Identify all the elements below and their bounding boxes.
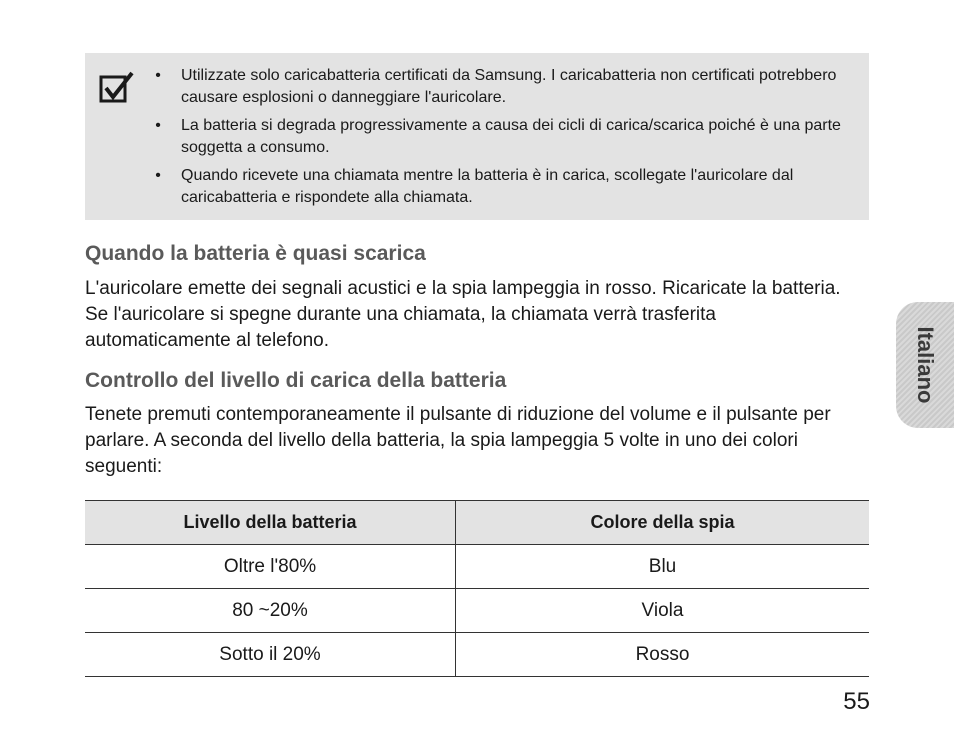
- section-body-battery-level: Tenete premuti contemporaneamente il pulsante di riduzione del volume e il pulsante per parlare. A seconda del livello della batteria, la spia lampeggia 5 volte in uno dei colori seguenti:: [85, 404, 831, 477]
- note-item: [153, 165, 863, 209]
- table-row: [85, 633, 869, 677]
- section-heading-low-battery: Quando la batteria è quasi scarica: [85, 242, 426, 265]
- checkbox-check-icon: [99, 71, 135, 105]
- table-cell-level: Sotto il 20%: [85, 633, 456, 677]
- section-body-low-battery: L'auricolare emette dei segnali acustici e la spia lampeggia in rosso. Ricaricate la batteria. Se l'auricolare si spegne durante una chiamata, la chiamata verrà trasferita automaticamente al telefono.: [85, 278, 841, 351]
- table-header-color: Colore della spia: [456, 501, 870, 545]
- note-text: Utilizzate solo caricabatteria certificati da Samsung. I caricabatteria non certificati potrebbero causare esplosioni o danneggiare l'auricolare.: [181, 67, 837, 106]
- note-text: La batteria si degrada progressivamente a causa dei cicli di carica/scarica poiché è una parte soggetta a consumo.: [181, 117, 841, 156]
- table-row: [85, 589, 869, 633]
- bullet: •: [155, 67, 161, 84]
- section-heading-battery-level: Controllo del livello di carica della batteria: [85, 369, 507, 392]
- table-cell-level: Oltre l'80%: [85, 545, 456, 589]
- bullet: •: [155, 117, 161, 134]
- note-text: Quando ricevete una chiamata mentre la batteria è in carica, scollegate l'auricolare dal caricabatteria e rispondete alla chiamata.: [181, 167, 794, 206]
- table-cell-level: 80 ~20%: [85, 589, 456, 633]
- table-row: [85, 545, 869, 589]
- table-cell-color: Rosso: [456, 633, 870, 677]
- table-header-level: Livello della batteria: [85, 501, 456, 545]
- note-item: [153, 65, 863, 109]
- battery-level-table: [85, 500, 869, 677]
- note-item: [153, 115, 863, 159]
- table-cell-color: Blu: [456, 545, 870, 589]
- bullet: •: [155, 167, 161, 184]
- language-side-tab: [896, 302, 954, 428]
- table-header-row: [85, 501, 869, 545]
- language-tab-label: Italiano: [913, 326, 938, 404]
- note-box: [85, 53, 869, 220]
- table-cell-color: Viola: [456, 589, 870, 633]
- note-list: [153, 65, 863, 215]
- page-number: 55: [843, 688, 870, 715]
